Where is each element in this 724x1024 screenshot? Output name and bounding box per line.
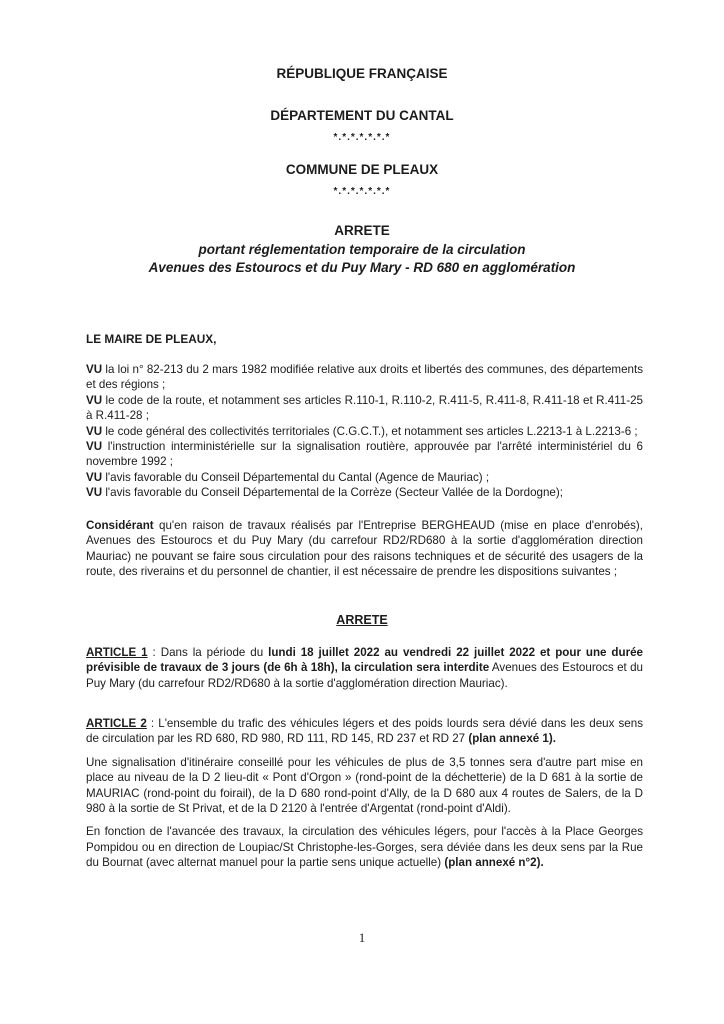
vu-item: VU l'instruction interministérielle sur la signalisation routière, approuvée par l'arrêté interministériel du 6 novembre 1992 ; [86,440,643,469]
vu-item: VU l'avis favorable du Conseil Départemental de la Corrèze (Secteur Vallée de la Dordogne); [86,486,563,500]
article-2-paragraph-2: Une signalisation d'itinéraire conseillé pour les véhicules de plus de 3,5 tonnes sera d'autre part mise en place au niveau de la D 2 lieu-dit « Pont d'Orgon » (rond-point de la déchetterie) de la D 681 à la sortie de MAURIAC (rond-point du foirail), de la D 680 rond-point d'Ally, de la D 680 aux 4 routes de Salers, de la D 980 à la sortie de St Privat, et de la D 2120 à l'entrée d'Argentat (rond-point d'Aldi). [86,755,643,816]
considerant-paragraph: Considérant qu'en raison de travaux réalisés par l'Entreprise BERGHEAUD (mise en place d'enrobés), Avenues des Estourocs et du Puy Mary (du carrefour RD2/RD680 à la sortie d'agglomération direction Mauriac) ne pouvant se faire sous circulation pour des raisons techniques et de sécurité des usagers de la route, des riverains et du personnel de chantier, il est nécessaire de prendre les dispositions suivantes ; [86,519,643,579]
page-number: 1 [358,930,366,945]
vu-item: VU le code général des collectivités territoriales (C.G.C.T.), et notamment ses articles L.2213-1 à L.2213-6 ; [86,424,638,438]
vu-item: VU le code de la route, et notamment ses articles R.110-1, R.110-2, R.411-5, R.411-8, R.411-18 et R.411-25 à R.411-28 ; [86,393,643,423]
vu-item: VU l'avis favorable du Conseil Départemental du Cantal (Agence de Mauriac) ; [86,470,490,484]
article-1: ARTICLE 1 : Dans la période du lundi 18 juillet 2022 au vendredi 22 juillet 2022 et pour une durée prévisible de travaux de 3 jours (de 6h à 18h), la circulation sera interdite Avenues des Estourocs et du Puy Mary (du carrefour RD2/RD680 à la sortie d'agglomération direction Mauriac). [86,646,644,690]
arrete-subtitle-line2: Avenues des Estourocs et du Puy Mary - RD 680 en agglomération [148,260,576,275]
departement-heading: DÉPARTEMENT DU CANTAL [270,108,454,123]
article-1-label: ARTICLE 1 [86,646,148,659]
article-2-label: ARTICLE 2 [86,717,147,730]
arrete-title: ARRETE [334,223,390,238]
article-2: ARTICLE 2 : L'ensemble du trafic des véhicules légers et des poids lourds sera dévié dans les deux sens de circulation par les RD 680, RD 980, RD 111, RD 145, RD 237 et RD 27 (plan annexé 1). Une signalisation d'itinéraire conseillé pour les véhicules de plus de 3,5 tonnes sera d'autre part mise en place au niveau de la D 2 lieu-dit « Pont d'Orgon » (rond-point de la déchetterie) de la D 681 à la sortie de MAURIAC (rond-point du foirail), de la D 680 rond-point d'Ally, de la D 680 aux 4 routes de Salers, de la D 980 à la sortie de St Privat, et de la D 2120 à l'entrée d'Argentat (rond-point d'Aldi). En fonction de l'avancée des travaux, la circulation des véhicules légers, pour l'accès à la Place Georges Pompidou ou en direction de Loupiac/St Christophe-les-Gorges, sera déviée dans les deux sens par la Rue du Bournat (avec alternat manuel pour la partie sens unique actuelle) (plan annexé n°2). [86,717,643,870]
separator-stars: *.*.*.*.*.*.* [333,132,391,143]
arrete-section-heading: ARRETE [336,613,388,627]
arrete-subtitle-line1: portant réglementation temporaire de la circulation [198,242,526,257]
article-2-paragraph-3: En fonction de l'avancée des travaux, la circulation des véhicules légers, pour l'accès à la Place Georges Pompidou ou en direction de Loupiac/St Christophe-les-Gorges, sera déviée dans les deux sens par la Rue du Bournat (avec alternat manuel pour la partie sens unique actuelle) (plan annexé n°2). [86,825,643,870]
maire-heading: LE MAIRE DE PLEAUX, [86,332,217,346]
vu-item: VU la loi n° 82-213 du 2 mars 1982 modifiée relative aux droits et libertés des communes, des départements et des régions ; [86,363,643,392]
commune-heading: COMMUNE DE PLEAUX [285,162,439,177]
republique-heading: RÉPUBLIQUE FRANÇAISE [276,66,448,81]
vu-list [86,362,643,501]
separator-stars: *.*.*.*.*.*.* [333,186,391,197]
